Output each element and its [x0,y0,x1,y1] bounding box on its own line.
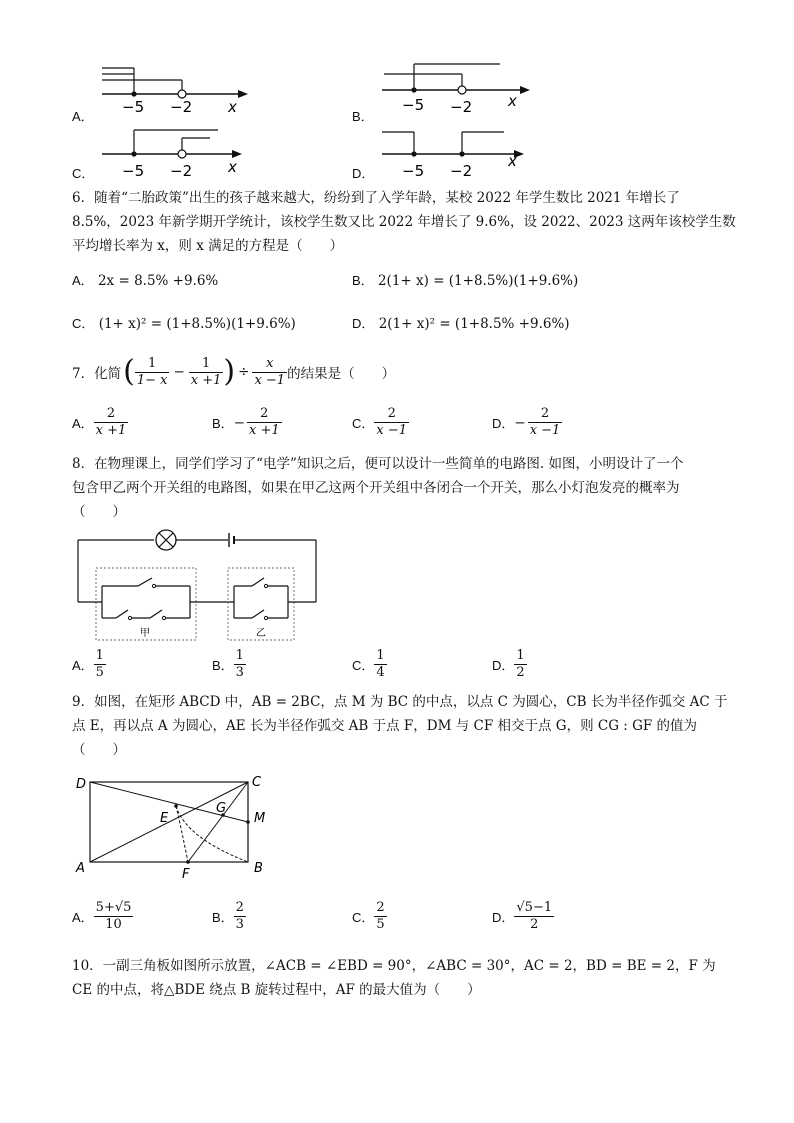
q6-option-a[interactable] [72,270,218,289]
q6-option-c[interactable] [72,313,296,332]
q9-option-a[interactable]: A． $\frac{5+√5}{10}$ [72,900,132,932]
q8-option-a[interactable]: A． $\frac{1}{5}$ [72,648,104,680]
q7-stem: 7．化简 ( $\frac{1}{1- x}$ − $\frac{1}{x +1}$ ) ÷ $\frac{x}{x -1}$ 的结果是（ ） [72,354,396,389]
tick-minus-5: −5 [122,162,145,180]
tick-minus-2: −2 [450,162,473,180]
point-B: B [254,861,263,876]
q6-option-a-label: A． [72,273,94,288]
q8-stem-line-1: 8．在物理课上，同学们学习了“电学”知识之后，便可以设计一些简单的电路图. 如图，小明设计了一个 [72,456,684,472]
point-F: F [182,867,190,882]
axis-x-label: x [508,152,517,170]
q6-option-d-label: D． [352,316,375,331]
q9-option-d[interactable]: D． $\frac{√5-1}{2}$ [492,900,553,932]
point-E: E [160,811,169,826]
point-D: D [76,777,87,792]
q5-option-d-number-line [378,124,538,180]
tick-minus-5: −5 [402,162,425,180]
tick-minus-2: −2 [450,98,473,116]
q6-option-c-label: C． [72,316,95,331]
point-M: M [254,811,266,826]
tick-minus-2: −2 [170,98,193,116]
q9-rectangle-figure [72,768,272,884]
axis-x-label: x [228,158,237,176]
q5-option-d-label: D． [352,166,375,181]
axis-x-label: x [228,98,237,116]
q5-option-a-number-line [98,60,258,118]
q6-stem-line-1: 6．随着“二胎政策”出生的孩子越来越大，纷纷到了入学年龄，某校 2022 年学生数比 2021 年增长了 [72,190,680,206]
q7-option-a[interactable]: A． $\frac{2}{x +1}$ [72,406,127,438]
q9-option-b[interactable]: B． $\frac{2}{3}$ [212,900,244,932]
q7-fraction-2: $\frac{1}{x +1}$ [190,355,222,388]
q6-option-b-text: 2(1+ x) = (1+8.5%)(1+9.6%) [377,273,579,289]
q8-stem-line-3: （ ） [72,504,126,520]
tick-minus-5: −5 [402,96,425,114]
q10-stem-line-1: 10．一副三角板如图所示放置，∠ACB = ∠EBD = 90°，∠ABC = 30°，AC = 2，BD = BE = 2，F 为 [72,958,716,974]
q6-stem-line-3: 平均增长率为 x，则 x 满足的方程是（ ） [72,238,344,254]
q10-stem-line-2: CE 的中点，将△BDE 绕点 B 旋转过程中，AF 的最大值为（ ） [72,982,481,998]
q7-suffix: 的结果是（ ） [287,366,396,382]
label-yi: 乙 [256,628,266,639]
q7-option-b[interactable]: B． − $\frac{2}{x +1}$ [212,406,280,438]
q6-option-b[interactable] [352,270,578,289]
q6-option-a-text: 2x = 8.5% +9.6% [97,273,219,289]
q8-option-b[interactable]: B． $\frac{1}{3}$ [212,648,244,680]
q7-prefix: 7．化简 [72,366,122,382]
q5-option-b-number-line [378,60,538,118]
q5-option-c-label: C． [72,166,95,181]
q5-option-b-label: B． [352,109,374,124]
q7-option-d[interactable]: D． − $\frac{2}{x -1}$ [492,406,561,438]
q8-option-d[interactable]: D． $\frac{1}{2}$ [492,648,525,680]
q9-stem-line-2: 点 E，再以点 A 为圆心，AE 长为半径作弧交 AB 于点 F，DM 与 CF 相交于点 G，则 CG : GF 的值为 [72,718,698,734]
q9-stem-line-3: （ ） [72,742,126,758]
q6-option-d[interactable] [352,313,570,332]
q6-option-c-text: (1+ x)² = (1+8.5%)(1+9.6%) [98,316,296,332]
q5-option-c-number-line [98,124,258,180]
tick-minus-5: −5 [122,98,145,116]
q6-option-d-text: 2(1+ x)² = (1+8.5% +9.6%) [378,316,570,332]
q7-fraction-3: $\frac{x}{x -1}$ [254,355,286,388]
q9-stem-line-1: 9．如图，在矩形 ABCD 中，AB = 2BC，点 M 为 BC 的中点，以点 C 为圆心，CB 长为半径作弧交 AC 于 [72,694,728,710]
point-C: C [252,775,262,790]
label-jia: 甲 [140,628,150,639]
point-G: G [216,801,227,816]
q7-fraction-1: $\frac{1}{1- x}$ [136,355,168,388]
tick-minus-2: −2 [170,162,193,180]
q6-option-b-label: B． [352,273,374,288]
point-A: A [76,861,85,876]
q8-stem-line-2: 包含甲乙两个开关组的电路图，如果在甲乙这两个开关组中各闭合一个开关，那么小灯泡发亮的概率为 [72,480,680,496]
q9-option-c[interactable]: C． $\frac{2}{5}$ [352,900,385,932]
q8-option-c[interactable]: C． $\frac{1}{4}$ [352,648,385,680]
axis-x-label: x [508,92,517,110]
q7-option-c[interactable]: C． $\frac{2}{x -1}$ [352,406,408,438]
q5-option-a-label: A． [72,109,94,124]
q8-circuit-diagram [72,524,326,646]
q6-stem-line-2: 8.5%，2023 年新学期开学统计，该校学生数又比 2022 年增长了 9.6%，设 2022、2023 这两年该校学生数 [72,214,736,230]
